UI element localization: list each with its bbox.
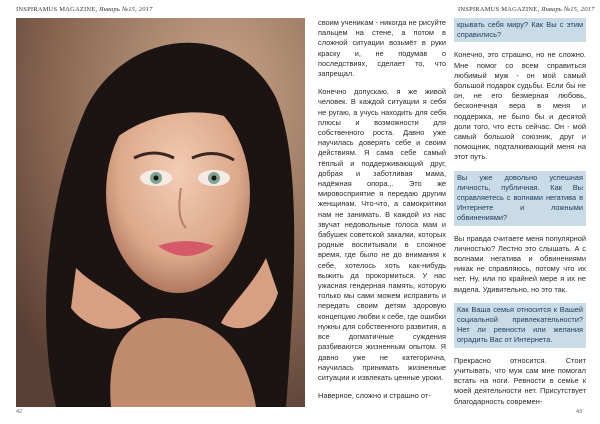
header-right-magazine: INSPIRAMUS MAGAZINE, [458,6,540,13]
question-highlight: Вы уже довольно успешная личность, публичная. Как Вы справляетесь с волнами негатива в Интернете и ложными обвинениями? [454,171,586,226]
paragraph: Конечно допускаю, я же живой человек. В каждой ситуации я себя не ругаю, а учусь находить для себя плюсы и возможности для собственного роста. Давно уже научилась доверять себе и своим действиям. Я сама себе самый тёплый и поддерживающий друг, добрая и заботливая мама, надёжная опора... Это же мировосприятие я передаю другим женщинам. Что-что, а самокритики нам не занимать. В каждой из нас звучат недовольные голоса мам и бабушек советской закалки, которых родные воспитывали в сложное время, где было не до внимания к себе, хотелось хоть как-нибудь выжить да прокормиться. У нас ужасная гендерная память, которую только мы сами можем исправить и передать своим детям здоровую концепцию любви к себе, где ошибки нужны для собственного развития, а все догматичные суждения разбиваются жизненным опытом. Я давно уже не категорична, научилась принимать жизненные ситуации и извлекать ценные уроки. [318,87,446,382]
header-right-issue: Январь №15, 2017 [541,6,595,13]
question-highlight: Как Ваша семья относится к Вашей социальной привлекательности? Нет ли ревности или желания оградить Вас от Интернета. [454,303,586,348]
paragraph: Конечно, это страшно, но не сложно. Мне помог со всем справиться любимый муж - он мой самый большой подарок судьбы. Если бы не он, не его безмерная любовь, бесконечная вера в меня и поддержка, не было бы и десятой доли того, что есть сейчас. Он - мой самый большой союзник, друг и помощник, подталкивающий меня на этот путь. [454,50,586,162]
portrait-photo-icon [16,18,305,407]
paragraph: Вы правда считаете меня популярной личностью? Лестно это слышать. А с волнами негатива и обвинениями никак не справляюсь, потому что их нет. Ну, или по крайней мере я их не видела. Удивительно, но это так. [454,233,586,294]
header-left [16,6,153,13]
page-number-right: 43 [576,409,583,415]
paragraph: Прекрасно относится. Стоит учитывать, что муж сам мне помогал встать на ноги. Ревности в семье к моей деятельности нет. Присутствует благодарность современ- [454,355,586,406]
paragraph: своим ученикам - никогда не рисуйте пальцем на стене, а потом в сложной ситуации возьмёт в руки краску и, не подумав о последствиях, сделает то, что запрещал. [318,18,446,79]
article-column-middle [318,18,446,409]
page-number-left: 42 [16,409,23,415]
portrait-photo [16,18,305,407]
article-column-right [454,18,586,415]
paragraph: Наверное, сложно и страшно от- [318,391,431,401]
question-highlight: крывать себя миру? Как Вы с этим справились? [454,18,586,42]
header-left-magazine: INSPIRAMUS MAGAZINE, [16,6,98,13]
header-right [458,6,595,13]
header-left-issue: Январь №15, 2017 [99,6,153,13]
